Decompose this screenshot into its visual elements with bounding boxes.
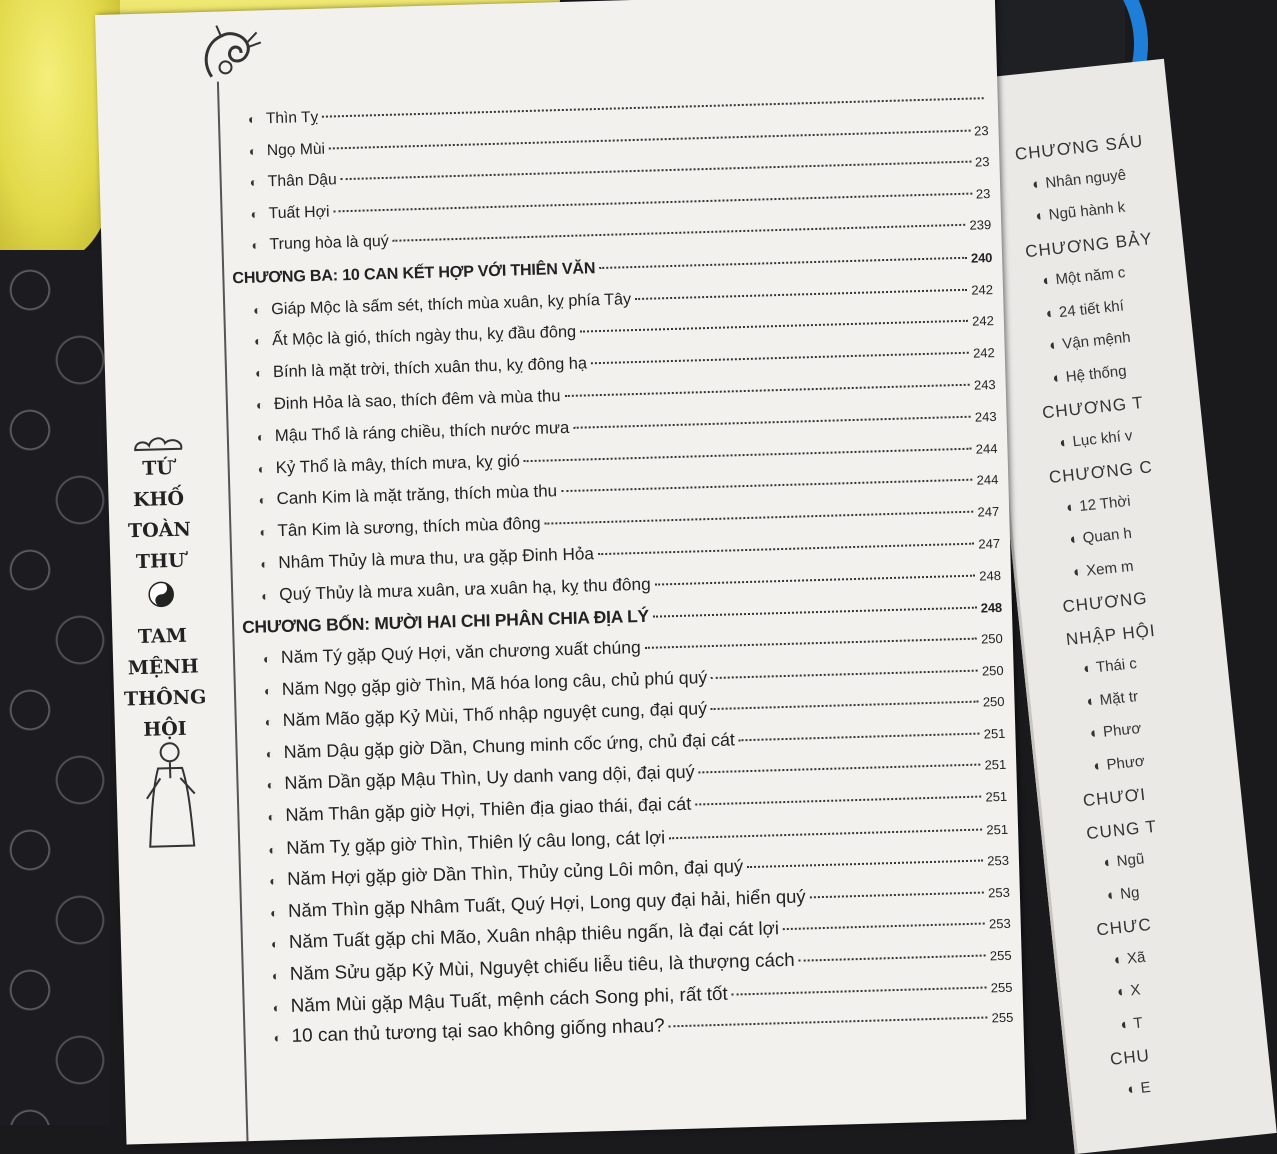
- bullet-icon: ◐: [269, 905, 279, 921]
- toc-page-number: 250: [981, 662, 1004, 679]
- right-page-chapter-heading: CHƯƠNG T: [1041, 392, 1145, 423]
- dragon-icon: [190, 20, 272, 92]
- toc-entry-title: Năm Tuất gặp chi Mão, Xuân nhập thiêu ngấn, là đại cát lợi: [288, 917, 780, 953]
- right-page-entry: ◐ 24 tiết khí: [1044, 296, 1125, 322]
- yin-yang-icon: [148, 581, 175, 608]
- dot-leader: [322, 97, 984, 117]
- toc-page-number: 239: [969, 217, 992, 234]
- toc-entry-title: Năm Ngọ gặp giờ Thìn, Mã hóa long câu, chủ phú quý: [281, 666, 708, 699]
- toc-page-number: 242: [971, 313, 995, 329]
- dot-leader: [655, 575, 976, 586]
- right-page-entry: ◐ 12 Thời: [1065, 492, 1132, 516]
- right-page-entry: ◐ Vận mệnh: [1048, 328, 1132, 355]
- bullet-icon: ◐: [253, 333, 263, 349]
- toc-page-number: 242: [972, 344, 995, 361]
- bullet-icon: ◐: [257, 460, 266, 477]
- dot-leader: [524, 447, 972, 462]
- toc-entry-title: Ất Mộc là gió, thích ngày thu, kỵ đầu đông: [271, 322, 577, 350]
- toc-entry-title: Bính là mặt trời, thích xuân thu, kỵ đông hạ: [272, 354, 588, 381]
- toc-entry-title: Tân Kim là sương, thích mùa đông: [277, 513, 541, 540]
- toc-page-number: 250: [980, 630, 1003, 647]
- dot-leader: [732, 986, 987, 995]
- toc-entry-title: Năm Thìn gặp Nhâm Tuất, Quý Hợi, Long quy đại hải, hiển quý: [287, 885, 806, 921]
- right-page-entry: ◐ E: [1126, 1078, 1152, 1098]
- bullet-icon: ◐: [256, 429, 265, 445]
- dot-leader: [669, 1017, 988, 1028]
- bullet-icon: ◐: [265, 746, 274, 762]
- dot-leader: [598, 543, 974, 556]
- toc-entry-title: Nhâm Thủy là mưa thu, ưa gặp Đinh Hỏa: [278, 543, 595, 573]
- bullet-icon: ◐: [272, 999, 281, 1016]
- toc-page-number: 255: [989, 947, 1012, 964]
- toc-page-number: 247: [977, 503, 1000, 520]
- bullet-icon: ◐: [268, 841, 277, 858]
- right-page-entry: ◐ Nhân nguyê: [1031, 165, 1127, 193]
- title-char: THƯ: [135, 549, 185, 574]
- dot-leader: [799, 955, 986, 962]
- right-page-chapter-heading: NHẬP HỘI: [1065, 620, 1157, 649]
- toc-entry-title: Năm Mùi gặp Mậu Tuất, mệnh cách Song phi, rất tốt: [290, 982, 728, 1016]
- title-char: TAM: [137, 624, 188, 649]
- toc-entry-title: Mậu Thổ là ráng chiều, thích nước mưa: [274, 417, 570, 446]
- left-page: [95, 0, 1026, 1145]
- bullet-icon: ◐: [262, 651, 272, 667]
- title-char: TOÀN: [127, 518, 192, 543]
- dot-leader: [561, 479, 973, 492]
- dot-leader: [747, 860, 983, 869]
- toc-page-number: 247: [978, 536, 1001, 552]
- dot-leader: [564, 384, 970, 397]
- toc-entry-title: 10 can thủ tương tại sao không giống nhau?: [291, 1015, 665, 1048]
- toc-entry-title: Kỷ Thổ là mây, thích mưa, kỵ gió: [275, 450, 521, 477]
- toc-entry-title: CHƯƠNG BA: 10 CAN KẾT HỢP VỚI THIÊN VĂN: [232, 259, 596, 288]
- right-page-entry: ◐ Xem m: [1072, 557, 1135, 581]
- toc-entry-title: Năm Tỵ gặp giờ Thìn, Thiên lý câu long, cát lợi: [286, 826, 666, 858]
- toc-page-number: 243: [973, 377, 996, 393]
- toc-page-number: 253: [988, 916, 1011, 932]
- toc-entry-title: CHƯƠNG BỐN: MƯỜI HAI CHI PHÂN CHIA ĐỊA LÝ: [241, 605, 650, 637]
- toc-page-number: 248: [979, 567, 1002, 584]
- right-page-entry: ◐ T: [1119, 1013, 1144, 1034]
- dot-leader: [669, 828, 982, 839]
- toc-entry-title: Năm Dậu gặp giờ Dần, Chung minh cốc ứng, chủ đại cát: [283, 729, 736, 762]
- right-page-entry: ◐ Ngũ: [1102, 850, 1146, 872]
- dot-leader: [695, 796, 981, 806]
- right-page-chapter-heading: CHƯƠNG: [1061, 588, 1149, 617]
- dot-leader: [739, 732, 980, 741]
- bullet-icon: ◐: [253, 302, 262, 318]
- toc-page-number: 23: [974, 154, 990, 170]
- vertical-book-title: [117, 452, 205, 746]
- bullet-icon: ◐: [273, 1030, 282, 1046]
- right-page-entry: ◐ Xã: [1112, 948, 1147, 969]
- dot-leader: [591, 351, 969, 364]
- right-page-entry: ◐ Thái c: [1082, 654, 1138, 678]
- right-page-chapter-heading: CUNG T: [1085, 816, 1158, 843]
- bullet-icon: ◐: [250, 206, 259, 222]
- title-char: TỨ: [142, 457, 174, 480]
- bullet-icon: ◐: [247, 111, 257, 127]
- right-page-chapter-heading: CHƯƠNG SÁU: [1014, 131, 1145, 164]
- right-page-chapter-heading: CHƯƠNG BẢY: [1024, 228, 1154, 261]
- bullet-icon: ◐: [261, 588, 270, 604]
- toc-page-number: 255: [990, 979, 1013, 995]
- bullet-icon: ◐: [271, 968, 280, 984]
- dot-leader: [810, 891, 985, 898]
- toc-page-number: 23: [975, 185, 991, 202]
- toc-entry-title: Trung hòa là quý: [269, 233, 389, 254]
- right-page-entry: ◐ Một năm c: [1041, 264, 1127, 290]
- sage-figure-icon: [137, 737, 204, 854]
- toc-page-number: 242: [971, 281, 994, 298]
- toc-entry-title: Canh Kim là mặt trăng, thích mùa thu: [276, 481, 558, 509]
- dot-leader: [573, 416, 971, 429]
- toc-page-number: 250: [982, 694, 1005, 710]
- bullet-icon: ◐: [264, 714, 273, 730]
- right-page-chapter-heading: CHƯƠNG C: [1048, 457, 1154, 488]
- dot-leader: [545, 510, 974, 524]
- bullet-icon: ◐: [269, 873, 278, 889]
- bullet-icon: ◐: [270, 936, 280, 952]
- bullet-icon: ◐: [260, 556, 269, 572]
- toc-page-number: 248: [980, 599, 1003, 615]
- toc-page-number: 251: [983, 725, 1006, 742]
- bullet-icon: ◐: [263, 683, 272, 699]
- toc-page-number: 251: [985, 788, 1008, 805]
- right-page-chapter-heading: CHU: [1109, 1045, 1151, 1069]
- dot-leader: [645, 638, 977, 649]
- toc-page-number: 244: [976, 472, 999, 488]
- title-char: THÔNG: [123, 686, 207, 711]
- toc-entry-title: Năm Mão gặp Kỷ Mùi, Thố nhập nguyệt cung, đại quý: [282, 698, 708, 731]
- dot-leader: [599, 257, 967, 269]
- dot-leader: [635, 288, 967, 299]
- toc-entry-title: Thân Dậu: [267, 171, 338, 191]
- patterned-fabric: [0, 250, 110, 1125]
- right-page-entry: ◐ X: [1116, 981, 1142, 1001]
- title-char: HỘI: [142, 717, 187, 741]
- toc-page-number: 240: [970, 250, 993, 266]
- toc-entry-title: Thìn Tỵ: [265, 108, 319, 128]
- toc-page-number: 255: [991, 1009, 1014, 1026]
- toc-entry-title: Năm Thân gặp giờ Hợi, Thiên địa giao thái, đại cát: [285, 793, 692, 826]
- right-page-entry: ◐ Quan h: [1068, 524, 1133, 549]
- bullet-icon: ◐: [258, 492, 267, 508]
- toc-page-number: 253: [987, 853, 1010, 869]
- toc-entry-title: Quý Thủy là mưa xuân, ưa xuân hạ, kỵ thu đông: [278, 573, 651, 604]
- toc-entry-title: Năm Tý gặp Quý Hợi, văn chương xuất chúng: [280, 637, 642, 668]
- dot-leader: [699, 764, 981, 774]
- bullet-icon: ◐: [248, 143, 257, 159]
- toc-entry-title: Năm Dần gặp Mậu Thìn, Uy danh vang dội, đại quý: [284, 762, 695, 794]
- toc-page-number: 253: [987, 884, 1011, 901]
- bullet-icon: ◐: [259, 524, 268, 540]
- title-char: MỆNH: [127, 655, 199, 680]
- toc-entry-title: Năm Sửu gặp Kỷ Mùi, Nguyệt chiếu liễu tiêu, là thượng cách: [289, 948, 795, 984]
- toc-entry-title: Ngọ Mùi: [266, 140, 326, 159]
- table-of-contents: [228, 90, 1014, 1059]
- right-page-entry: ◐ Phươ: [1092, 752, 1146, 775]
- right-page-entry: ◐ Ngũ hành k: [1034, 198, 1127, 226]
- toc-entry-title: Đinh Hỏa là sao, thích đêm và mùa thu: [273, 386, 561, 414]
- right-page-chapter-heading: CHƯƠI: [1082, 784, 1148, 811]
- right-page-entry: ◐ Lục khí v: [1058, 426, 1134, 452]
- dot-leader: [580, 320, 968, 333]
- toc-entry-title: Giáp Mộc là sấm sét, thích mùa xuân, kỵ phía Tây: [271, 289, 632, 318]
- toc-entry-title: Năm Hợi gặp giờ Dần Thìn, Thủy củng Lôi môn, đại quý: [286, 855, 744, 890]
- right-page-entry: ◐ Hệ thống: [1051, 361, 1128, 387]
- toc-page-number: 251: [986, 821, 1009, 838]
- bullet-icon: ◐: [255, 397, 265, 413]
- right-page-entry: ◐ Mặt tr: [1085, 687, 1139, 710]
- right-page-entry: ◐ Ng: [1106, 883, 1141, 904]
- bullet-icon: ◐: [249, 174, 258, 190]
- bullet-icon: ◐: [254, 365, 264, 381]
- toc-entry-title: Tuất Hợi: [268, 203, 330, 223]
- dot-leader: [653, 606, 977, 617]
- toc-page-number: 23: [973, 122, 989, 139]
- right-page-chapter-heading: CHƯC: [1095, 914, 1153, 940]
- title-char: KHỐ: [132, 487, 185, 512]
- dot-leader: [711, 669, 978, 678]
- bullet-icon: ◐: [266, 777, 275, 793]
- dot-leader: [783, 923, 985, 931]
- toc-page-number: 244: [975, 440, 998, 457]
- toc-page-number: 243: [974, 408, 997, 425]
- bullet-icon: ◐: [251, 237, 260, 254]
- toc-page-number: 251: [984, 757, 1007, 773]
- bullet-icon: ◐: [267, 809, 276, 825]
- right-page-entry: ◐ Phươ: [1089, 719, 1143, 743]
- dot-leader: [711, 701, 979, 710]
